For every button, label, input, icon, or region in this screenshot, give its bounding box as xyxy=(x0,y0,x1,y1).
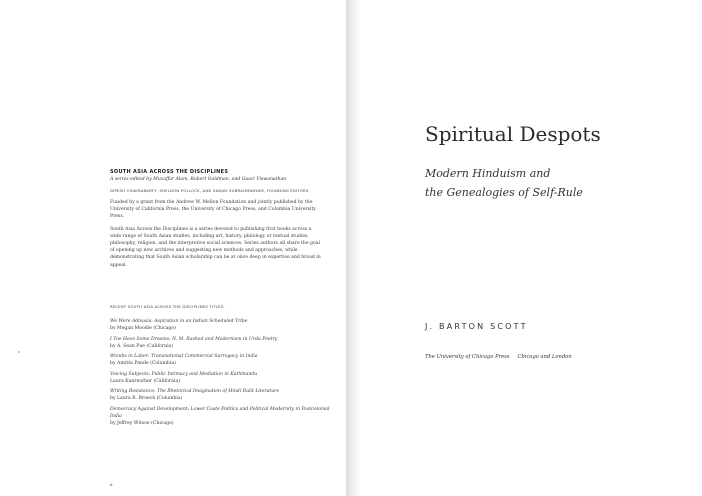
book-author: by Laura R. Brueck (Columbia) xyxy=(110,396,183,401)
recent-titles-label: RECENT SOUTH ASIA ACROSS THE DISCIPLINES TITLES: xyxy=(110,304,225,309)
left-page xyxy=(0,0,346,496)
founding-editors: DIPESH CHAKRABARTY, SHELDON POLLOCK, AND SANJAY SUBRAHMANYAM, FOUNDING EDITORS xyxy=(110,188,309,193)
page-number: ii xyxy=(110,482,113,487)
book-gutter xyxy=(346,0,360,496)
series-title: SOUTH ASIA ACROSS THE DISCIPLINES xyxy=(110,169,229,175)
list-item xyxy=(110,336,330,350)
book-title-heading: Spiritual Despots xyxy=(425,122,601,146)
funding-paragraph: Funded by a grant from the Andrew W. Mellon Foundation and jointly published by the University of California Press, the University of Chicago Press, and Columbia University Press. xyxy=(110,200,316,220)
subtitle-line-2: the Genealogies of Self-Rule xyxy=(425,186,583,199)
series-description-paragraph: South Asia Across the Disciplines is a series devoted to publishing first books across a wide range of South Asian studies, including art, history, philology or textual studies, philosophy, religion, and the interpretive social sciences. Series authors all share the goal of opening up new archives and suggesting new methods and approaches, while demonstrating that South Asian scholarship can be at once deep in expertise and broad in appeal. xyxy=(110,226,321,268)
list-item xyxy=(110,388,330,402)
publisher-line xyxy=(425,354,580,360)
book-title: I Too Have Some Dreams: N. M. Rashed and Modernism in Urdu Poetry xyxy=(110,336,278,342)
book-author: by Megan Moodie (Chicago) xyxy=(110,326,176,331)
list-item xyxy=(110,406,330,427)
book-subtitle xyxy=(425,164,583,202)
list-item xyxy=(110,353,330,367)
subtitle-line-1: Modern Hinduism and xyxy=(425,167,551,180)
recent-titles-list xyxy=(110,318,330,430)
book-author: by Jeffrey Witsoe (Chicago) xyxy=(110,420,174,426)
book-author: Laura Kunreuther (California) xyxy=(110,378,181,384)
book-title: We Were Adivasis: Aspiration in an Indian Scheduled Tribe xyxy=(110,319,248,324)
book-title: Writing Resistance: The Rhetorical Imagination of Hindi Dalit Literature xyxy=(110,389,280,394)
author-name: J. BARTON SCOTT xyxy=(425,322,528,331)
book-title: Voicing Subjects: Public Intimacy and Mediation in Kathmandu xyxy=(110,371,258,377)
scan-speck xyxy=(18,351,20,353)
series-editors: A series edited by Muzaffar Alam, Robert Goldman, and Gauri Viswanathan xyxy=(110,177,287,182)
publisher-location: Chicago and London xyxy=(517,354,572,360)
book-author: by A. Sean Pue (California) xyxy=(110,343,174,349)
book-title: Wombs in Labor: Transnational Commercial Surrogacy in India xyxy=(110,354,258,359)
list-item xyxy=(110,371,330,385)
publisher-name: The University of Chicago Press xyxy=(425,354,510,360)
series-block xyxy=(110,169,322,269)
right-page xyxy=(360,0,702,496)
list-item xyxy=(110,318,330,332)
book-author: by Amrita Pande (Columbia) xyxy=(110,361,176,366)
book-title: Democracy Against Development: Lower Caste Politics and Political Modernity in Postcolonial India xyxy=(110,406,330,419)
